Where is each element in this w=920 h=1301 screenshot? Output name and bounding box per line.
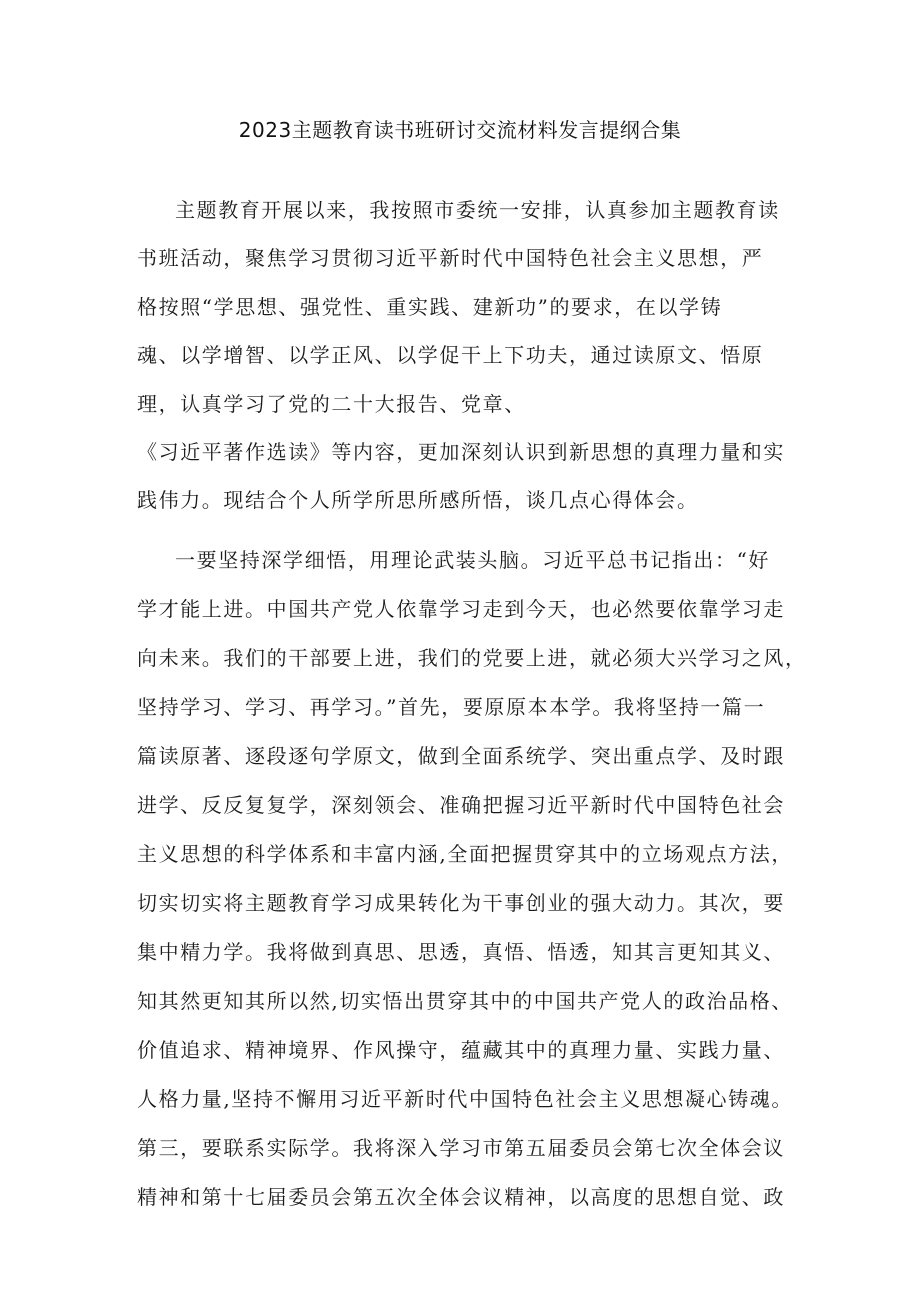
paragraph-2-line-9: 集中精力学。我将做到真思、思透，真悟、悟透，知其言更知其义、 xyxy=(137,940,785,964)
paragraph-2-line-11: 价值追求、精神境界、作风操守，蕴藏其中的真理力量、实践力量、 xyxy=(137,1038,785,1062)
paragraph-2-line-2: 学才能上进。中国共产党人依靠学习走到今天，也必然要依靠学习走 xyxy=(137,597,785,621)
paragraph-1-line-6: 《习近平著作选读》等内容，更加深刻认识到新思想的真理力量和实 xyxy=(137,440,785,464)
paragraph-2-line-3: 向未来。我们的干部要上进，我们的党要上进，就必须大兴学习之风， xyxy=(137,646,807,670)
paragraph-1-line-2: 书班活动，聚焦学习贯彻习近平新时代中国特色社会主义思想，严 xyxy=(137,246,764,270)
paragraph-2-line-12: 人格力量,坚持不懈用习近平新时代中国特色社会主义思想凝心铸魂。 xyxy=(137,1087,793,1111)
paragraph-2-line-10: 知其然更知其所以然,切实悟出贯穿其中的中国共产党人的政治品格、 xyxy=(137,989,793,1013)
paragraph-2-line-1: 一要坚持深学细悟，用理论武装头脑。习近平总书记指出：“好 xyxy=(175,548,771,572)
paragraph-1-line-7: 践伟力。现结合个人所学所思所感所悟，谈几点心得体会。 xyxy=(137,488,699,512)
paragraph-2-line-7: 主义思想的科学体系和丰富内涵,全面把握贯穿其中的立场观点方法， xyxy=(137,842,793,866)
paragraph-2-line-8: 切实切实将主题教育学习成果转化为干事创业的强大动力。其次，要 xyxy=(137,891,785,915)
paragraph-1-line-4: 魂、以学增智、以学正风、以学促干上下功夫，通过读原文、悟原 xyxy=(137,343,764,367)
document-title: 2023主题教育读书班研讨交流材料发言提纲合集 xyxy=(238,118,682,142)
paragraph-2-line-14: 精神和第十七届委员会第五次全体会议精神，以高度的思想自觉、政 xyxy=(137,1185,785,1209)
paragraph-1-line-5: 理，认真学习了党的二十大报告、党章、 xyxy=(137,392,526,416)
paragraph-2-line-13: 第三，要联系实际学。我将深入学习市第五届委员会第七次全体会议 xyxy=(137,1136,785,1160)
paragraph-1-line-1: 主题教育开展以来，我按照市委统一安排，认真参加主题教育读 xyxy=(175,198,780,222)
paragraph-2-line-4: 坚持学习、学习、再学习。”首先，要原原本本学。我将坚持一篇一 xyxy=(137,695,766,719)
paragraph-2-line-5: 篇读原著、逐段逐句学原文，做到全面系统学、突出重点学、及时跟 xyxy=(137,744,785,768)
paragraph-2-line-6: 进学、反反复复学，深刻领会、准确把握习近平新时代中国特色社会 xyxy=(137,793,785,817)
paragraph-1-line-3: 格按照“学思想、强党性、重实践、建新功”的要求，在以学铸 xyxy=(137,295,723,319)
